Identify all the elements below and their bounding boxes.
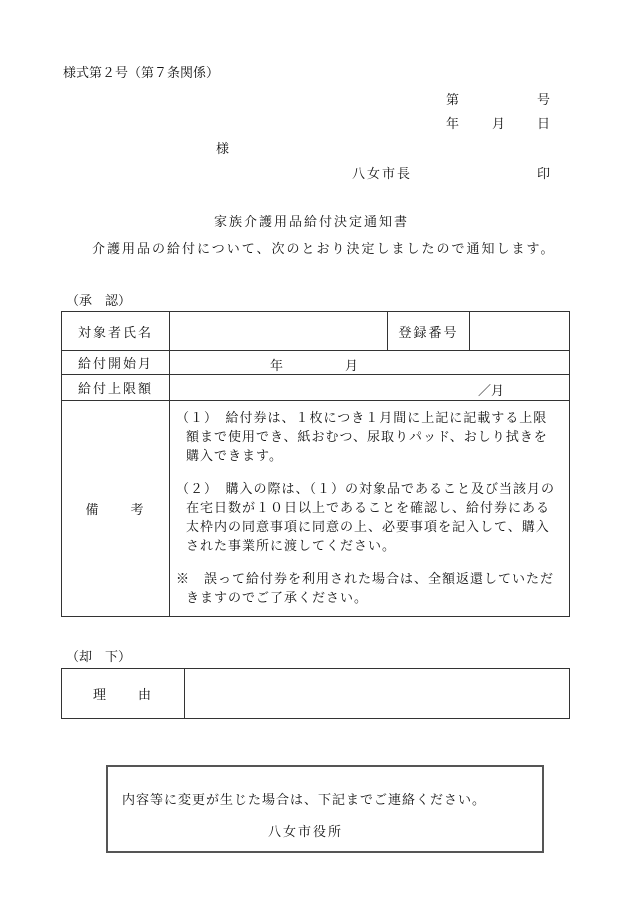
target-name-label: 対象者氏名 xyxy=(62,312,170,351)
remark-note: ※ 誤って給付券を利用された場合は、全額返還していただきますのでご了承ください。 xyxy=(176,572,555,606)
rejection-table xyxy=(61,668,570,719)
remarks-cell xyxy=(170,401,570,617)
form-number: 様式第２号（第７条関係） xyxy=(63,66,220,81)
date-day: 日 xyxy=(537,117,551,132)
limit-amount-cell[interactable] xyxy=(170,375,570,401)
document-title: 家族介護用品給付決定通知書 xyxy=(214,215,410,230)
reason-label: 理 由 xyxy=(62,669,185,719)
limit-amount-label: 給付上限額 xyxy=(62,375,170,401)
start-month-unit: 月 xyxy=(345,359,359,374)
limit-unit: ／月 xyxy=(478,384,505,399)
registration-number-cell[interactable] xyxy=(470,312,570,351)
notice-office: 八女市役所 xyxy=(268,825,344,840)
lead-text: 介護用品の給付について、次のとおり決定しましたので通知します。 xyxy=(92,242,556,257)
start-year-unit: 年 xyxy=(270,359,284,374)
date-year: 年 xyxy=(446,117,460,132)
reason-cell[interactable] xyxy=(185,669,570,719)
rejection-heading: （却 下） xyxy=(66,650,132,665)
remarks-label: 備 考 xyxy=(62,401,170,617)
date-month: 月 xyxy=(492,117,506,132)
start-month-cell[interactable] xyxy=(170,351,570,375)
doc-number-suffix: 号 xyxy=(537,93,551,108)
notice-box xyxy=(106,765,544,853)
target-name-cell[interactable] xyxy=(170,312,388,351)
issuer-name: 八女市長 xyxy=(352,167,413,182)
start-month-label: 給付開始月 xyxy=(62,351,170,375)
doc-number-prefix: 第 xyxy=(446,93,460,108)
notice-text: 内容等に変更が生じた場合は、下記までご連絡ください。 xyxy=(122,793,487,808)
addressee-suffix: 様 xyxy=(216,142,230,157)
approval-heading: （承 認） xyxy=(66,294,132,309)
remark-item-1: （１） 給付券は、１枚につき１月間に上記に記載する上限額まで使用でき、紙おむつ、尿取りパッド、おしり拭きを購入できます。 xyxy=(176,411,548,464)
approval-table xyxy=(61,311,570,617)
remark-item-2: （２） 購入の際は、（１）の対象品であること及び当該月の在宅日数が１０日以上であることを確認し、給付券にある太枠内の同意事項に同意の上、必要事項を記入して、購入された事業所に渡してください。 xyxy=(176,482,556,554)
registration-number-label: 登録番号 xyxy=(388,312,470,351)
issuer-seal: 印 xyxy=(537,167,551,182)
